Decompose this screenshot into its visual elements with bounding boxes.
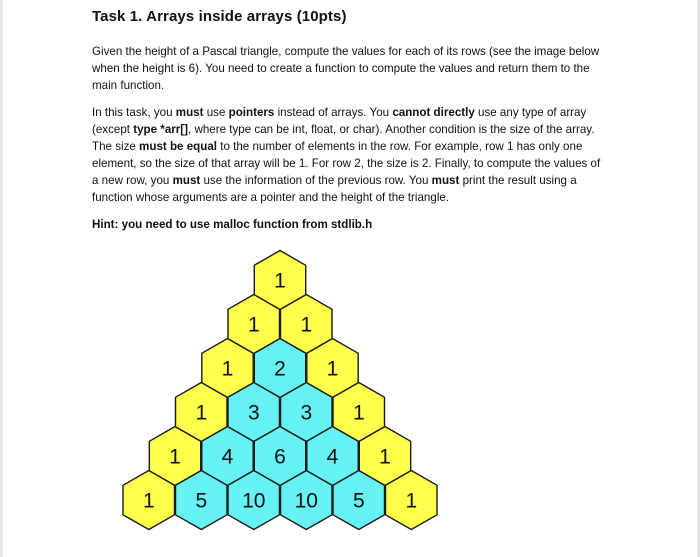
task-paragraph-1: Given the height of a Pascal triangle, compute the values for each of its rows (see the image below when the height is 6). You need to create a function to compute the values and return them to the main function. [92, 45, 600, 92]
hex-cell-value: 1 [405, 489, 418, 513]
hex-cell-value: 1 [247, 313, 260, 337]
para2-emphasis: must be equal [139, 140, 217, 153]
hex-cell-value: 1 [169, 445, 181, 469]
hex-cell-value: 1 [274, 269, 286, 293]
task-title: Task 1. Arrays inside arrays (10pts) [92, 8, 347, 25]
para2-emphasis: pointers [228, 106, 275, 119]
hex-cell-value: 4 [221, 445, 234, 469]
para2-emphasis: cannot directly [392, 106, 475, 119]
hex-cell-value: 1 [300, 313, 313, 337]
task-hint: Hint: you need to use malloc function from stdlib.h [92, 218, 373, 231]
para2-emphasis: must [431, 174, 460, 187]
pascal-triangle-figure [110, 248, 450, 538]
hex-cell-value: 1 [195, 401, 208, 425]
para2-text: use any type of array (except [92, 106, 587, 136]
hex-cell-value: 4 [326, 445, 339, 469]
para2-emphasis: must [172, 174, 201, 187]
para2-emphasis: must [175, 106, 204, 119]
hex-cell-value: 1 [379, 445, 391, 469]
task-paragraph-2 [92, 104, 604, 206]
hex-cell-value: 10 [242, 489, 266, 513]
hex-cell-value: 6 [274, 445, 286, 469]
hex-cell-value: 1 [142, 489, 155, 513]
hex-cell-value: 1 [326, 357, 339, 381]
para2-text: print the result using a function whose arguments are a pointer and the height of the triangle. [92, 174, 577, 204]
hex-cell-value: 3 [247, 401, 260, 425]
hex-cell-value: 5 [352, 489, 365, 513]
para2-text: In this task, you [92, 106, 176, 119]
task-document [92, 8, 604, 243]
para2-text: instead of arrays. You [274, 106, 393, 119]
para2-text: to the number of elements in the row. For example, row 1 has only one element, so the size of that array will be 1. For row 2, the size is 2. Finally, to compute the values of a new row, you [92, 140, 601, 187]
para2-emphasis: type *arr[] [133, 123, 189, 136]
para2-text: use the information of the previous row. You [200, 174, 432, 187]
para2-text: , where type can be int, float, or char). Another condition is the size of the array. The size [92, 123, 595, 153]
hex-cell-value: 10 [294, 489, 318, 513]
hex-cell-value: 1 [221, 357, 234, 381]
hex-cell-value: 5 [195, 489, 208, 513]
hex-cell-value: 2 [274, 357, 286, 381]
hex-cell-value: 1 [352, 401, 365, 425]
hex-cell-value: 3 [300, 401, 313, 425]
para2-text: use [203, 106, 229, 119]
